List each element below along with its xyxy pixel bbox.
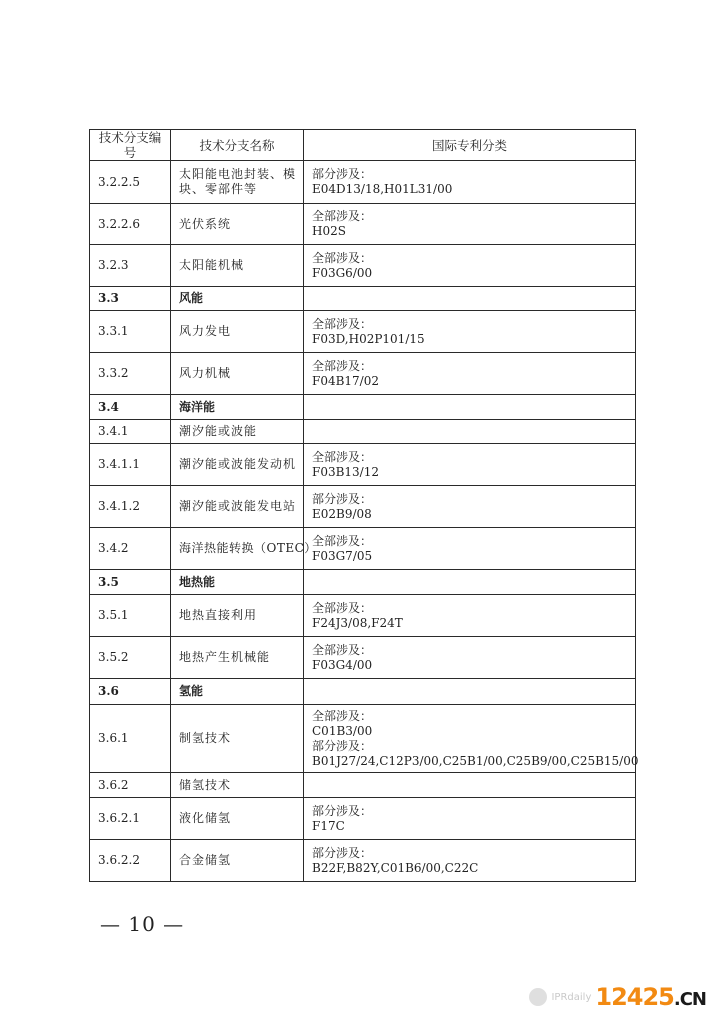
logo-number: 12425	[595, 983, 674, 1011]
ipc-line: E04D13/18,H01L31/00	[312, 182, 453, 196]
row-code: 3.4.2	[90, 528, 171, 570]
ipc-line: B22F,B82Y,C01B6/00,C22C	[312, 860, 479, 875]
row-name-line: 氢能	[179, 684, 204, 698]
row-name	[171, 204, 304, 245]
row-name	[171, 395, 304, 420]
row-ipc	[304, 705, 639, 773]
row-code: 3.6.2	[90, 773, 171, 798]
row-code: 3.5.1	[90, 595, 171, 637]
table-row	[90, 311, 636, 353]
table-row	[90, 204, 636, 245]
section-row	[90, 287, 636, 311]
table-row	[90, 420, 636, 444]
row-name-line: 风力机械	[179, 366, 232, 380]
row-name-line: 储氢技术	[179, 777, 232, 792]
ipc-line: F03G6/00	[312, 265, 373, 280]
ipc-line: F03G4/00	[312, 657, 373, 672]
ipc-line: 全部涉及：	[312, 250, 373, 265]
table-row	[90, 798, 636, 840]
watermark	[529, 983, 706, 1011]
table-row	[90, 840, 636, 882]
row-name-line: 海洋热能转换（OTEC）	[179, 541, 317, 555]
row-name-line: 潮汐能或波能发动机	[179, 457, 297, 471]
row-ipc	[304, 161, 636, 204]
row-code: 3.6.2.2	[90, 840, 171, 882]
ipc-line: 全部涉及：	[312, 209, 373, 223]
row-ipc	[304, 245, 636, 287]
row-ipc	[304, 353, 636, 395]
row-name-line: 液化储氢	[179, 811, 232, 825]
row-code: 3.2.2.5	[90, 161, 171, 204]
row-name-line: 潮汐能或波能发电站	[179, 499, 297, 513]
row-name-line: 制氢技术	[179, 731, 232, 745]
row-code: 3.6.1	[90, 705, 171, 773]
ipc-line: 部分涉及：	[312, 738, 373, 753]
table-row	[90, 353, 636, 395]
header-name: 技术分支名称	[171, 130, 304, 161]
ipc-line: 部分涉及：	[312, 491, 373, 506]
ipc-line: 全部涉及：	[312, 449, 373, 464]
ipc-line: F24J3/08,F24T	[312, 615, 403, 630]
table-row	[90, 637, 636, 679]
row-name	[171, 420, 304, 444]
logo-suffix: .CN	[673, 989, 706, 1010]
row-name	[171, 353, 304, 395]
row-ipc	[304, 570, 636, 595]
row-ipc	[304, 420, 636, 444]
row-name	[171, 679, 304, 705]
ipc-line: 部分涉及：	[312, 845, 373, 860]
row-ipc	[304, 287, 636, 311]
table-header-row	[90, 130, 636, 161]
row-name-line: 光伏系统	[179, 216, 232, 231]
ipc-line: F04B17/02	[312, 373, 379, 388]
ipc-line: 全部涉及：	[312, 316, 373, 331]
row-code: 3.4.1	[90, 420, 171, 444]
ipc-line: 部分涉及：	[312, 803, 373, 818]
table-row	[90, 161, 636, 204]
row-name-line: 太阳能机械	[179, 258, 245, 272]
row-name-line: 合金储氢	[179, 853, 232, 867]
row-code: 3.3.1	[90, 311, 171, 353]
row-code: 3.4	[90, 395, 171, 420]
watermark-handle: IPRdaily	[551, 991, 592, 1003]
row-name	[171, 773, 304, 798]
ipc-line: 全部涉及：	[312, 358, 373, 373]
table-row	[90, 528, 636, 570]
ipc-table	[89, 129, 639, 882]
ipc-line: F03D,H02P101/15	[312, 331, 425, 346]
row-name	[171, 245, 304, 287]
row-code: 3.5	[90, 570, 171, 595]
row-name	[171, 311, 304, 353]
header-code: 技术分支编号	[90, 130, 171, 161]
wechat-icon	[529, 988, 547, 1006]
ipc-line: B01J27/24,C12P3/00,C25B1/00,C25B9/00,C25B15/00	[312, 753, 639, 768]
ipc-line: C01B3/00	[312, 723, 373, 738]
row-name	[171, 287, 304, 311]
row-name-line: 块、零部件等	[179, 182, 258, 196]
table-row	[90, 773, 636, 798]
row-ipc	[304, 395, 636, 420]
table-row	[90, 595, 636, 637]
section-row	[90, 570, 636, 595]
row-name	[171, 840, 304, 882]
row-code: 3.3	[90, 287, 171, 311]
row-ipc	[304, 679, 636, 705]
section-row	[90, 395, 636, 420]
ipc-line: F03B13/12	[312, 464, 379, 479]
header-ipc: 国际专利分类	[304, 130, 636, 161]
row-name	[171, 570, 304, 595]
row-name	[171, 444, 304, 486]
row-code: 3.2.2.6	[90, 204, 171, 245]
row-name-line: 地热能	[179, 574, 216, 589]
table-row	[90, 245, 636, 287]
row-name-line: 风能	[179, 291, 204, 305]
row-ipc	[304, 637, 636, 679]
row-ipc	[304, 773, 636, 798]
row-name-line: 海洋能	[179, 399, 216, 414]
row-ipc	[304, 528, 636, 570]
row-ipc	[304, 798, 636, 840]
row-name	[171, 637, 304, 679]
row-name	[171, 595, 304, 637]
ipc-line: 部分涉及：	[312, 167, 373, 181]
ipc-line: 全部涉及：	[312, 642, 373, 657]
ipc-line: 全部涉及：	[312, 533, 373, 548]
row-name	[171, 528, 317, 570]
ipc-line: 全部涉及：	[312, 600, 373, 615]
row-name-line: 太阳能电池封装、模	[179, 167, 297, 181]
ipc-line: F03G7/05	[312, 548, 373, 563]
row-name	[171, 486, 304, 528]
row-name	[171, 161, 304, 204]
row-ipc	[304, 840, 636, 882]
ipc-line: E02B9/08	[312, 506, 372, 521]
row-name-line: 地热产生机械能	[179, 650, 271, 664]
row-code: 3.2.3	[90, 245, 171, 287]
row-ipc	[304, 204, 636, 245]
row-ipc	[304, 311, 636, 353]
ipc-line: H02S	[312, 224, 346, 238]
row-code: 3.6.2.1	[90, 798, 171, 840]
row-code: 3.5.2	[90, 637, 171, 679]
ipc-line: F17C	[312, 818, 345, 833]
page-number: — 10 —	[100, 912, 185, 936]
table-row	[90, 705, 636, 773]
table-row	[90, 486, 636, 528]
row-ipc	[304, 486, 636, 528]
row-name	[171, 798, 304, 840]
table-row	[90, 444, 636, 486]
row-ipc	[304, 444, 636, 486]
section-row	[90, 679, 636, 705]
row-code: 3.3.2	[90, 353, 171, 395]
row-name-line: 地热直接利用	[179, 608, 258, 622]
row-code: 3.4.1.1	[90, 444, 171, 486]
ipc-line: 全部涉及：	[312, 708, 373, 723]
row-name-line: 潮汐能或波能	[179, 424, 258, 438]
site-logo	[595, 983, 706, 1011]
row-ipc	[304, 595, 636, 637]
row-code: 3.6	[90, 679, 171, 705]
row-name	[171, 705, 304, 773]
row-name-line: 风力发电	[179, 324, 232, 338]
row-code: 3.4.1.2	[90, 486, 171, 528]
